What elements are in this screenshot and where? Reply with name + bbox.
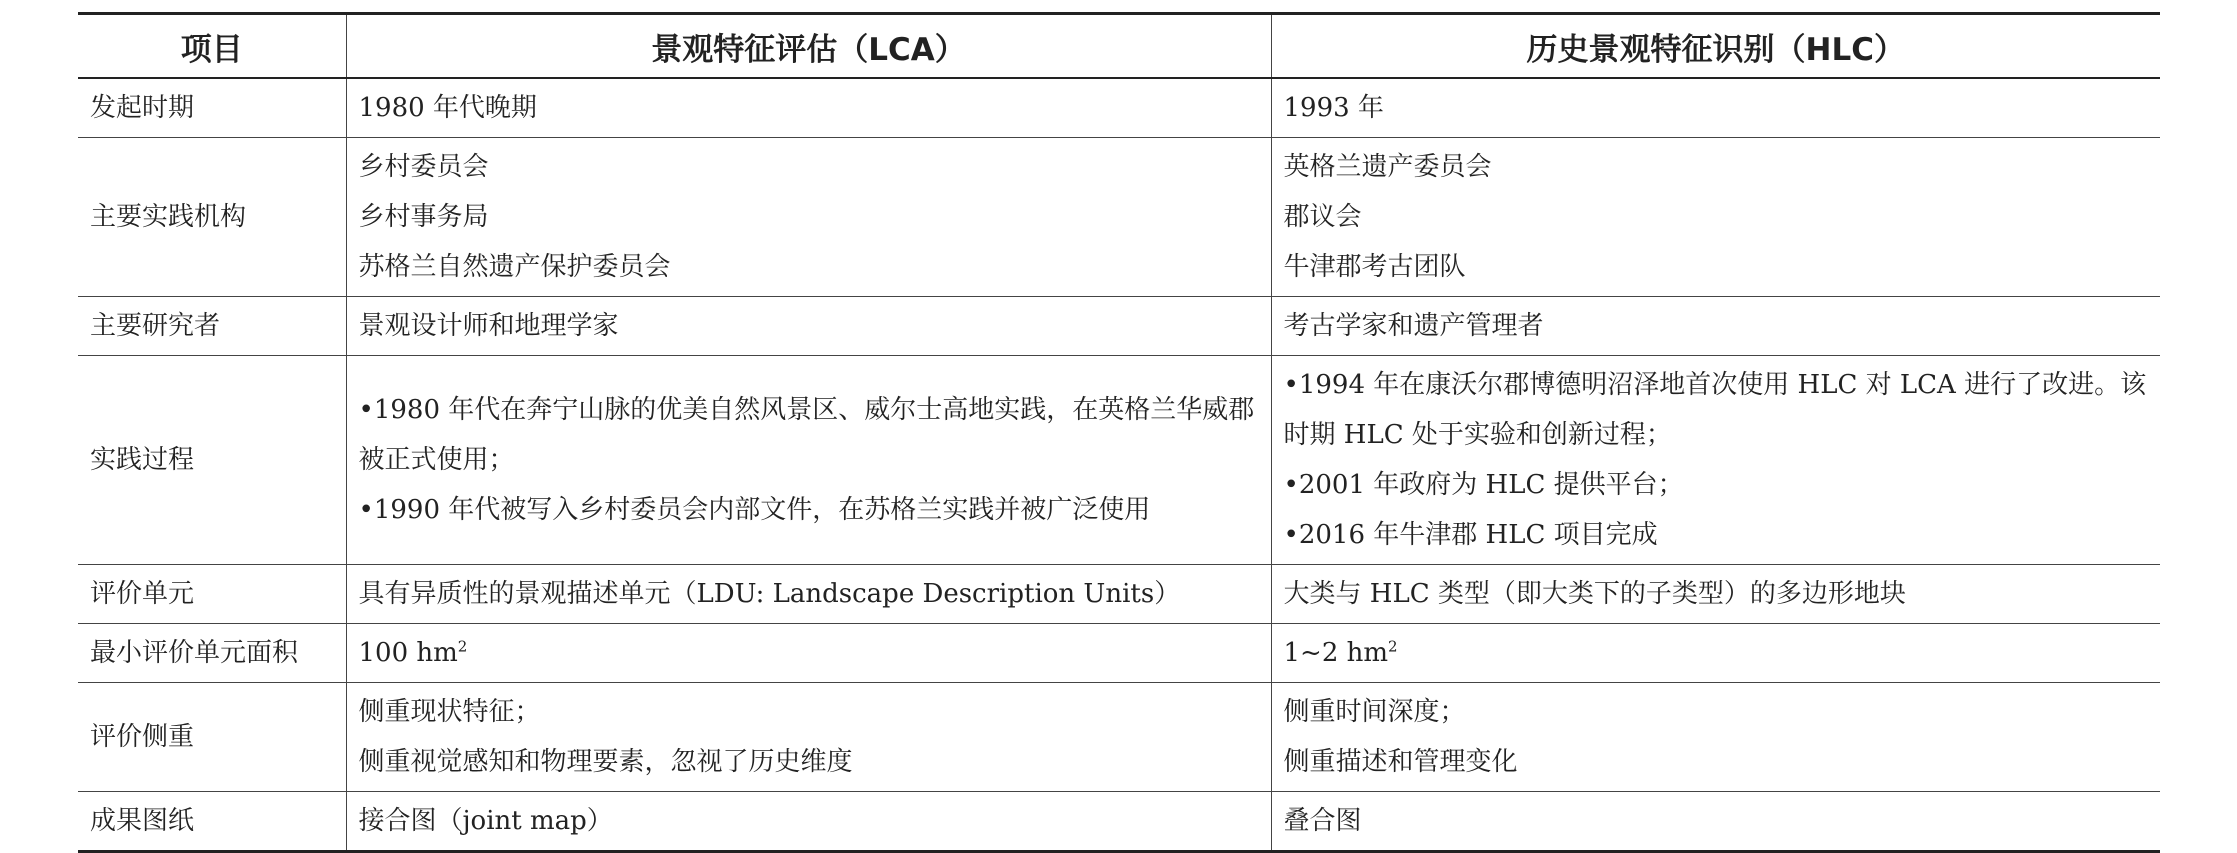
table-row	[78, 356, 2160, 565]
cell-line: 侧重视觉感知和物理要素，忽视了历史维度	[358, 747, 853, 777]
table-row	[78, 138, 2160, 297]
lca-hlc-comparison-table	[78, 12, 2160, 853]
hlc-cell	[1271, 565, 2160, 624]
area-value: 100 hm	[358, 638, 458, 668]
hlc-cell	[1271, 683, 2160, 792]
cell-line: 英格兰遗产委员会	[1283, 152, 1492, 182]
table-row	[78, 78, 2160, 138]
row-label: 发起时期	[78, 78, 346, 138]
lca-cell	[346, 78, 1271, 138]
table-row	[78, 624, 2160, 683]
lca-cell	[346, 683, 1271, 792]
comparison-table-wrapper	[78, 12, 2160, 853]
row-label: 主要实践机构	[78, 138, 346, 297]
cell-line: •2016 年牛津郡 HLC 项目完成	[1283, 520, 1658, 550]
cell-line: 具有异质性的景观描述单元（LDU: Landscape Description Units）	[358, 579, 1181, 609]
table-row	[78, 565, 2160, 624]
cell-line: •1980 年代在奔宁山脉的优美自然风景区、威尔士高地实践，在英格兰华威郡被正式使用；	[358, 395, 1255, 475]
cell-line: 乡村委员会	[358, 152, 489, 182]
hlc-cell	[1271, 297, 2160, 356]
row-label: 评价单元	[78, 565, 346, 624]
cell-line: 侧重现状特征；	[358, 697, 541, 727]
table-header	[78, 14, 2160, 79]
lca-cell	[346, 297, 1271, 356]
table-body	[78, 78, 2160, 852]
cell-line: 大类与 HLC 类型（即大类下的子类型）的多边形地块	[1283, 579, 1906, 609]
lca-cell	[346, 624, 1271, 683]
cell-line: •1990 年代被写入乡村委员会内部文件，在苏格兰实践并被广泛使用	[358, 495, 1151, 525]
cell-line: 考古学家和遗产管理者	[1283, 311, 1544, 341]
area-value: 1~2 hm	[1283, 638, 1389, 668]
cell-line: 侧重描述和管理变化	[1283, 747, 1518, 777]
row-label: 主要研究者	[78, 297, 346, 356]
header-item: 项目	[78, 14, 346, 79]
table-row	[78, 683, 2160, 792]
cell-line: 叠合图	[1283, 806, 1362, 836]
cell-line: •2001 年政府为 HLC 提供平台；	[1283, 470, 1684, 500]
lca-cell	[346, 138, 1271, 297]
lca-cell	[346, 356, 1271, 565]
lca-cell	[346, 565, 1271, 624]
cell-line: 景观设计师和地理学家	[358, 311, 619, 341]
cell-line: 1993 年	[1283, 93, 1384, 123]
header-hlc: 历史景观特征识别（HLC）	[1271, 14, 2160, 79]
area-exponent: 2	[1388, 637, 1398, 656]
row-label: 评价侧重	[78, 683, 346, 792]
hlc-cell	[1271, 138, 2160, 297]
table-row	[78, 297, 2160, 356]
row-label: 最小评价单元面积	[78, 624, 346, 683]
table-row	[78, 792, 2160, 852]
header-lca: 景观特征评估（LCA）	[346, 14, 1271, 79]
cell-line: 牛津郡考古团队	[1283, 252, 1466, 282]
header-row	[78, 14, 2160, 79]
cell-line: 1980 年代晚期	[358, 93, 537, 123]
hlc-cell	[1271, 78, 2160, 138]
hlc-cell	[1271, 624, 2160, 683]
cell-line	[359, 628, 1259, 678]
area-exponent: 2	[457, 637, 468, 656]
hlc-cell	[1271, 792, 2160, 852]
lca-cell	[346, 792, 1271, 852]
cell-line: 乡村事务局	[358, 202, 489, 232]
cell-line	[1284, 628, 2149, 678]
cell-line: 侧重时间深度；	[1283, 697, 1466, 727]
cell-line: 郡议会	[1283, 202, 1362, 232]
cell-line: 接合图（joint map）	[358, 806, 613, 836]
hlc-cell	[1271, 356, 2160, 565]
cell-line: 苏格兰自然遗产保护委员会	[358, 252, 671, 282]
row-label: 实践过程	[78, 356, 346, 565]
cell-line: •1994 年在康沃尔郡博德明沼泽地首次使用 HLC 对 LCA 进行了改进。该时期 HLC 处于实验和创新过程；	[1283, 370, 2147, 450]
row-label: 成果图纸	[78, 792, 346, 852]
